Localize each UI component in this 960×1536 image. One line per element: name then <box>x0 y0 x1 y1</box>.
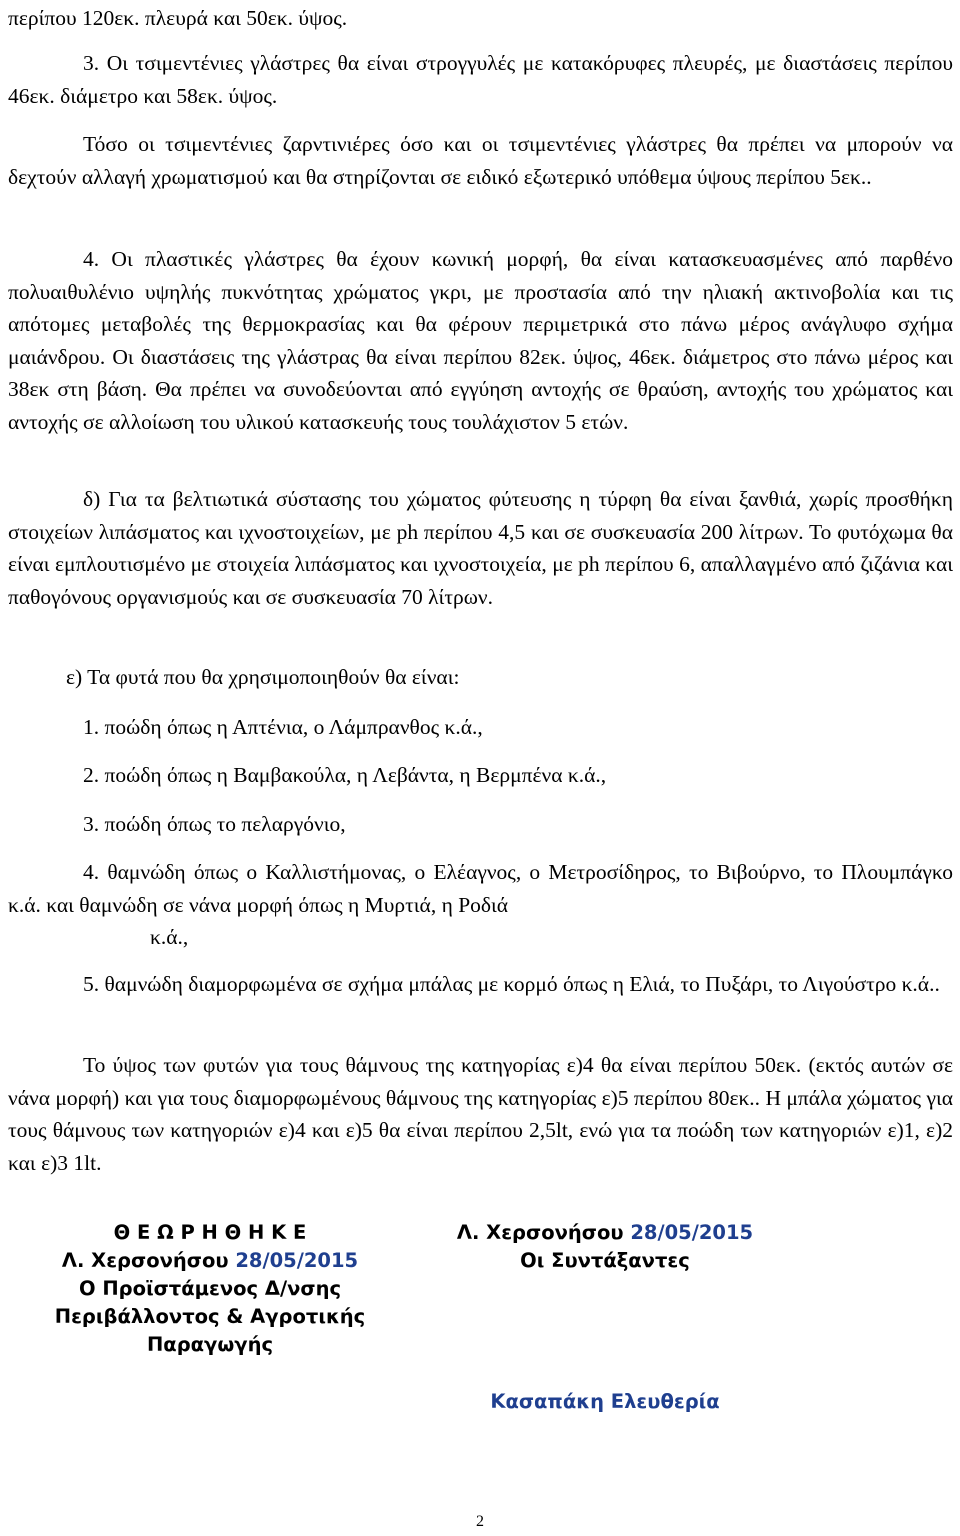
signature-block-right <box>420 1219 790 1275</box>
paragraph-plant-heights: Το ύψος των φυτών για τους θάμνους της κατηγορίας ε)4 θα είναι περίπου 50εκ. (εκτός αυτών σε νάνα μορφή) και για τους διαμορφωμένους θάμνους της κατηγορίας ε)5 περίπου 80εκ.. Η μπάλα χώματος για τους θάμνους των κατηγοριών ε)4 και ε)5 θα είναι περίπου 2,5lt, ενώ για τα ποώδη των κατηγοριών ε)1, ε)2 και ε)3 1lt. <box>8 1053 953 1175</box>
plant-item-3: 3. ποώδη όπως το πελαργόνιο, <box>83 812 346 836</box>
right-date: 28/05/2015 <box>630 1221 754 1244</box>
right-place: Λ. Χερσονήσου <box>456 1221 624 1244</box>
left-role-3: Παραγωγής <box>146 1333 274 1356</box>
plant-item-5: 5. θαμνώδη διαμορφωμένα σε σχήμα μπάλας με κορμό όπως η Ελιά, το Πυξάρι, το Λιγούστρο κ.ά.. <box>83 972 940 996</box>
left-date: 28/05/2015 <box>235 1249 359 1272</box>
plant-item-1: 1. ποώδη όπως η Απτένια, ο Λάμπρανθος κ.ά., <box>83 715 483 739</box>
list-item-4: 4. Οι πλαστικές γλάστρες θα έχουν κωνική μορφή, θα είναι κατασκευασμένες από παρθένο πολυαιθυλένιο υψηλής πυκνότητας χρώματος γκρι, με προστασία από την ηλιακή ακτινοβολία και τις απότομες μεταβολές της θερμοκρασίας και θα φέρουν περιμετρικά στο πάνω μέρος ανάγλυφο σχήμα μαιάνδρου. Οι διαστάσεις της γλάστρας θα είναι περίπου 82εκ. ύψος, 46εκ. διάμετρος στο πάνω μέρος και 38εκ στη βάση. Θα πρέπει να συνοδεύονται από εγγύηση αντοχής σε θραύση, αντοχής του χρώματος και αντοχής σε αλλοίωση του υλικού κατασκευής τους τουλάχιστον 5 ετών. <box>8 247 953 434</box>
text-line-top: περίπου 120εκ. πλευρά και 50εκ. ύψος. <box>8 6 348 30</box>
approved-title: Θ Ε Ω Ρ Η Θ Η Κ Ε <box>113 1221 307 1244</box>
author-name: Κασαπάκη Ελευθερία <box>490 1390 720 1413</box>
right-place-date <box>420 1219 790 1247</box>
paragraph-planters: Τόσο οι τσιμεντένιες ζαρντινιέρες όσο και οι τσιμεντένιες γλάστρες θα πρέπει να μπορούν να δεχτούν αλλαγή χρωματισμού και θα στηρίζονται σε ειδικό εξωτερικό υπόθεμα ύψους περίπου 5εκ.. <box>8 132 953 189</box>
left-place-date <box>30 1247 390 1275</box>
page-number: 2 <box>476 1513 484 1530</box>
paragraph-plants-intro: ε) Τα φυτά που θα χρησιμοποιηθούν θα είναι: <box>66 665 460 689</box>
list-item-3: 3. Οι τσιμεντένιες γλάστρες θα είναι στρογγυλές με κατακόρυφες πλευρές, με διαστάσεις περίπου 46εκ. διάμετρο και 58εκ. ύψος. <box>8 51 953 108</box>
plant-item-4: 4. θαμνώδη όπως ο Καλλιστήμονας, ο Ελέαγνος, ο Μετροσίδηρος, το Βιβούρνο, το Πλουμπάγκο κ.ά. και θαμνώδη σε νάνα μορφή όπως η Μυρτιά, η Ροδιά <box>8 860 953 917</box>
left-place: Λ. Χερσονήσου <box>61 1249 229 1272</box>
right-role: Οι Συντάξαντες <box>520 1249 690 1272</box>
plant-item-4-tail: κ.ά., <box>150 925 189 949</box>
left-role-2: Περιβάλλοντος & Αγροτικής <box>54 1305 366 1328</box>
plant-item-2: 2. ποώδη όπως η Βαμβακούλα, η Λεβάντα, η Βερμπένα κ.ά., <box>83 763 607 787</box>
left-role-1: Ο Προϊστάμενος Δ/νσης <box>78 1277 342 1300</box>
signature-block-left <box>30 1219 390 1359</box>
paragraph-soil: δ) Για τα βελτιωτικά σύστασης του χώματος φύτευσης η τύρφη θα είναι ξανθιά, χωρίς προσθήκη στοιχείων λιπάσματος και ιχνοστοιχείων, με ph περίπου 4,5 και σε συσκευασία 200 λίτρων. Το φυτόχωμα θα είναι εμπλουτισμένο με στοιχεία λιπάσματος και ιχνοστοιχεία, με ph περίπου 6, απαλλαγμένο από ζιζάνια και παθογόνους οργανισμούς και σε συσκευασία 70 λίτρων. <box>8 487 953 609</box>
